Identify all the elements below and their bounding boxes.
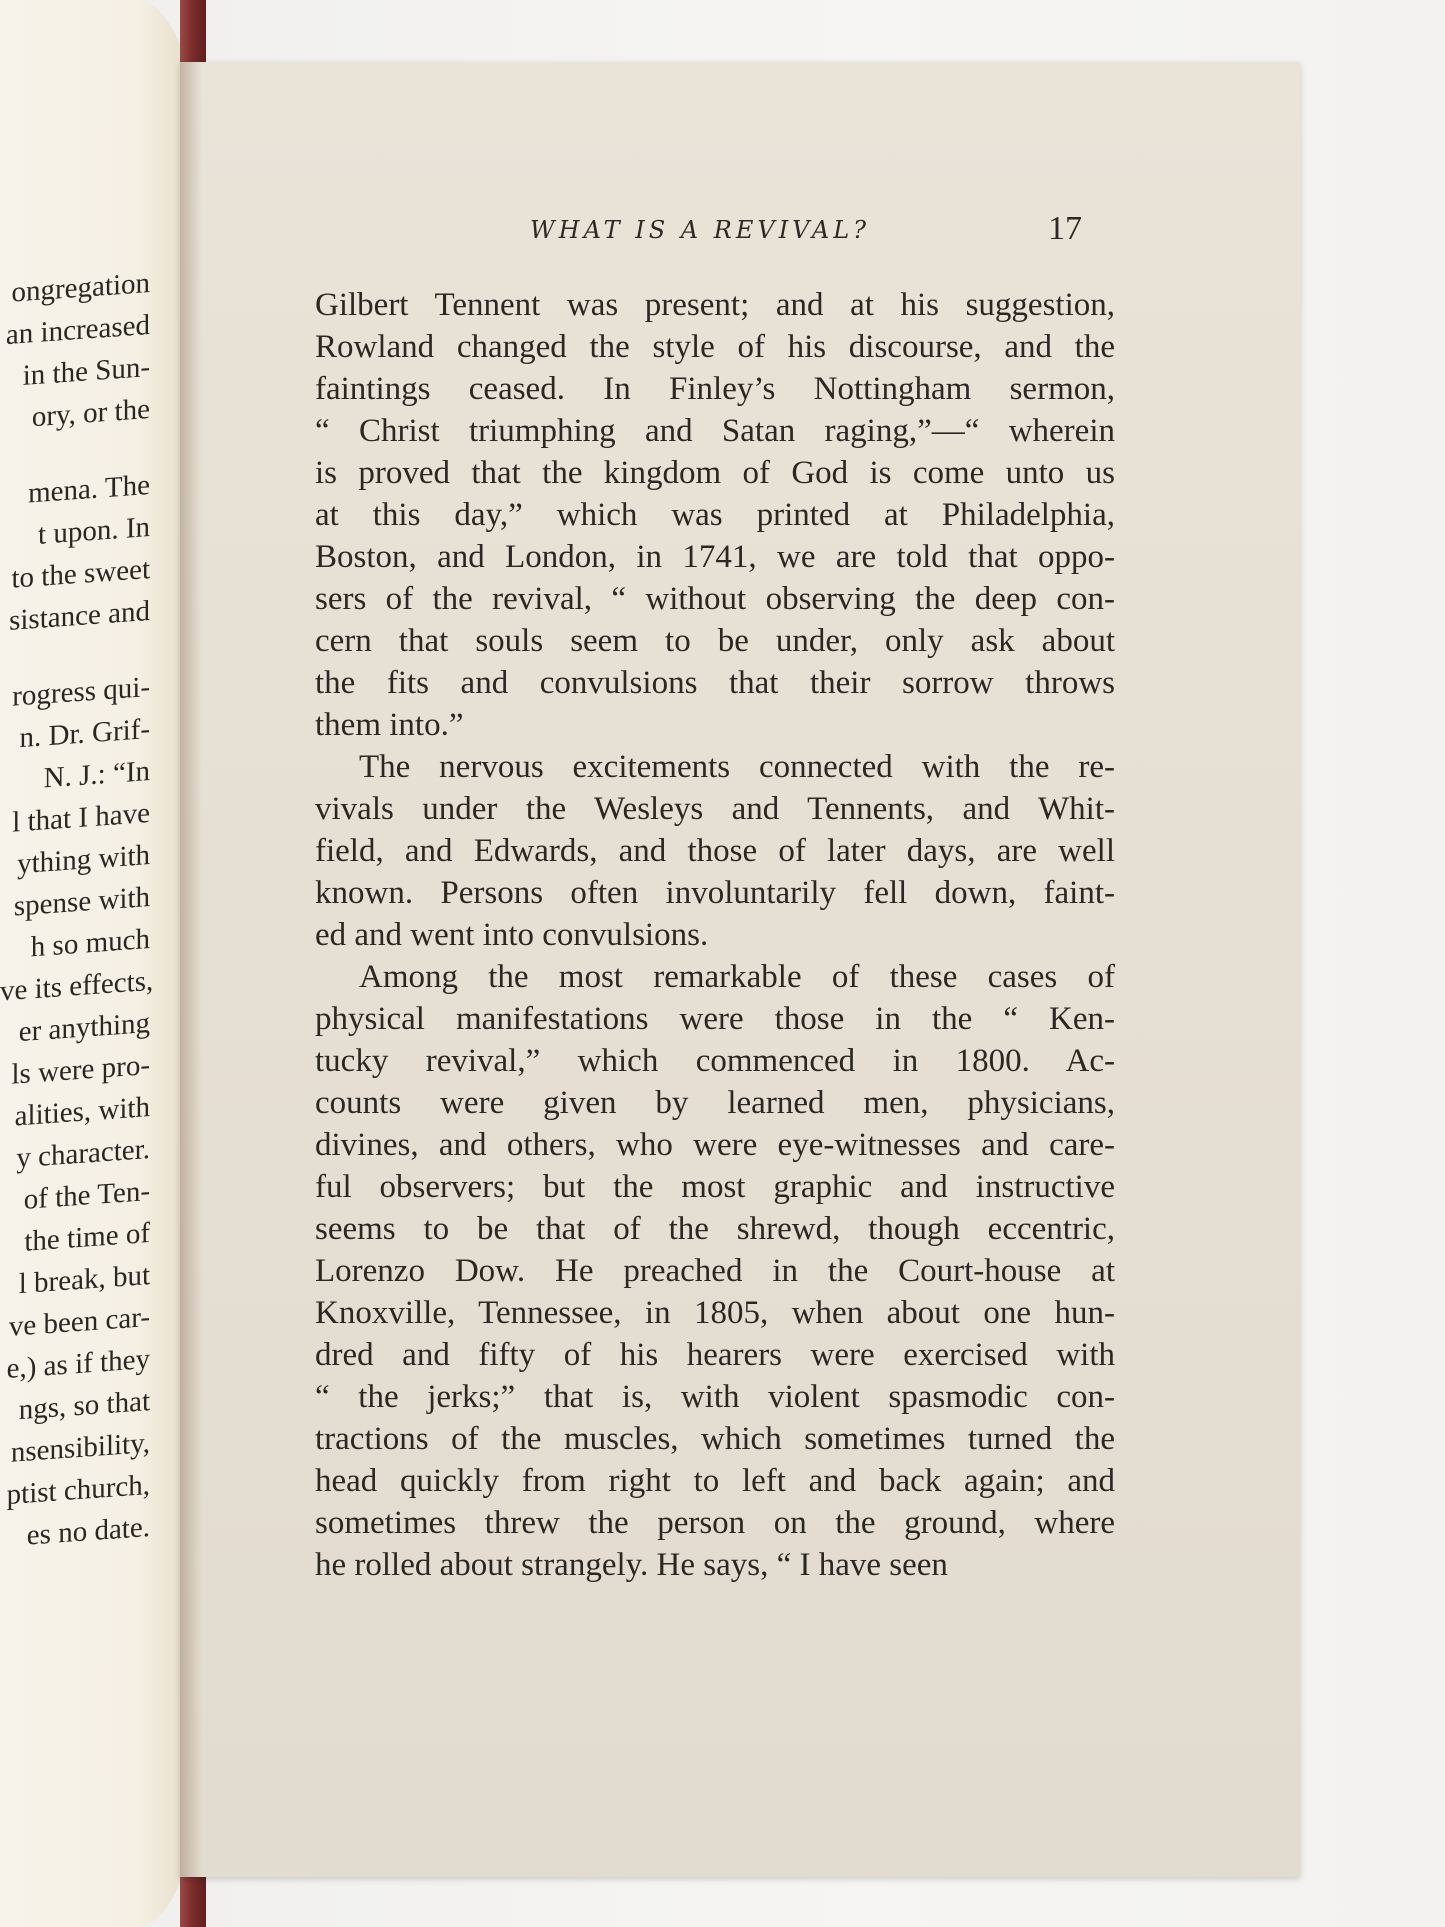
- body-line: ful observers; but the most graphic and instructive: [315, 1169, 1115, 1205]
- left-page-line: l break, but: [18, 1259, 150, 1301]
- body-line: faintings ceased. In Finley’s Nottingham sermon,: [315, 371, 1115, 407]
- left-page-line: ory, or the: [31, 393, 150, 434]
- body-line: divines, and others, who were eye-witnesses and care-: [315, 1127, 1115, 1163]
- left-page-line: rogress qui-: [12, 671, 150, 713]
- left-page-line: es no date.: [26, 1511, 150, 1552]
- body-line: head quickly from right to left and back again; and: [315, 1463, 1115, 1499]
- body-line: counts were given by learned men, physicians,: [315, 1085, 1115, 1121]
- left-page-text: [0, 262, 154, 1558]
- left-page-line: ve its effects,: [0, 964, 154, 1008]
- left-page-line: ls were pro-: [11, 1049, 150, 1091]
- body-line: is proved that the kingdom of God is come unto us: [315, 455, 1115, 491]
- left-page-line: nsensibility,: [10, 1427, 150, 1469]
- body-line: The nervous excitements connected with the re-: [359, 749, 1115, 785]
- body-line: “ the jerks;” that is, with violent spasmodic con-: [315, 1379, 1115, 1415]
- body-line: them into.”: [315, 707, 464, 743]
- body-line: Gilbert Tennent was present; and at his suggestion,: [315, 287, 1115, 323]
- gutter-shadow: [180, 62, 202, 1877]
- left-page-line: n. Dr. Grif-: [19, 713, 150, 755]
- body-line: field, and Edwards, and those of later days, are well: [315, 833, 1115, 869]
- left-page-line: in the Sun-: [22, 351, 150, 392]
- right-page: [180, 62, 1300, 1877]
- left-page-line: t upon. In: [38, 511, 150, 551]
- page-number: 17: [1048, 210, 1082, 247]
- body-line: Among the most remarkable of these cases of: [359, 959, 1115, 995]
- body-line: Lorenzo Dow. He preached in the Court-house at: [315, 1253, 1115, 1289]
- left-page-line: er anything: [18, 1007, 150, 1049]
- body-line: tractions of the muscles, which sometimes turned the: [315, 1421, 1115, 1457]
- left-page-line: mena. The: [28, 469, 150, 510]
- left-page-line: ngs, so that: [18, 1385, 150, 1427]
- left-page-line: to the sweet: [11, 553, 150, 595]
- left-page-line: h so much: [30, 923, 150, 964]
- left-page-line: ve been car-: [8, 1301, 150, 1343]
- running-head: WHAT IS A REVIVAL?: [530, 216, 871, 244]
- left-page-line: e,) as if they: [6, 1343, 150, 1386]
- left-page-line: spense with: [13, 881, 150, 923]
- left-page-line: an increased: [5, 309, 150, 352]
- left-page-line: sistance and: [9, 595, 150, 637]
- body-line: sometimes threw the person on the ground, where: [315, 1505, 1115, 1541]
- left-page-line: of the Ten-: [23, 1175, 150, 1216]
- left-page-line: y character.: [16, 1133, 150, 1175]
- body-line: vivals under the Wesleys and Tennents, and Whit-: [315, 791, 1115, 827]
- body-line: dred and fifty of his hearers were exercised with: [315, 1337, 1115, 1373]
- body-line: he rolled about strangely. He says, “ I have seen: [315, 1547, 948, 1583]
- body-line: physical manifestations were those in the “ Ken-: [315, 1001, 1115, 1037]
- left-page: [0, 0, 196, 1927]
- left-page-line: alities, with: [14, 1091, 150, 1133]
- body-line: ed and went into convulsions.: [315, 917, 709, 953]
- body-line: at this day,” which was printed at Philadelphia,: [315, 497, 1115, 533]
- left-page-line: N. J.: “In: [43, 755, 150, 795]
- left-page-line: ptist church,: [6, 1469, 150, 1512]
- body-line: tucky revival,” which commenced in 1800. Ac-: [315, 1043, 1115, 1079]
- body-line: Knoxville, Tennessee, in 1805, when about one hun-: [315, 1295, 1115, 1331]
- body-line: seems to be that of the shrewd, though eccentric,: [315, 1211, 1115, 1247]
- body-line: Rowland changed the style of his discourse, and the: [315, 329, 1115, 365]
- left-page-line: l that I have: [12, 797, 150, 839]
- body-line: cern that souls seem to be under, only ask about: [315, 623, 1115, 659]
- body-line: known. Persons often involuntarily fell down, faint-: [315, 875, 1115, 911]
- body-line: Boston, and London, in 1741, we are told that oppo-: [315, 539, 1115, 575]
- left-page-line: ongregation: [11, 267, 150, 309]
- body-line: “ Christ triumphing and Satan raging,”—“ wherein: [315, 413, 1115, 449]
- body-line: sers of the revival, “ without observing the deep con-: [315, 581, 1115, 617]
- body-line: the fits and convulsions that their sorrow throws: [315, 665, 1115, 701]
- left-page-line: ything with: [17, 839, 150, 881]
- body-text: [315, 284, 1115, 1586]
- left-page-line: the time of: [24, 1217, 150, 1258]
